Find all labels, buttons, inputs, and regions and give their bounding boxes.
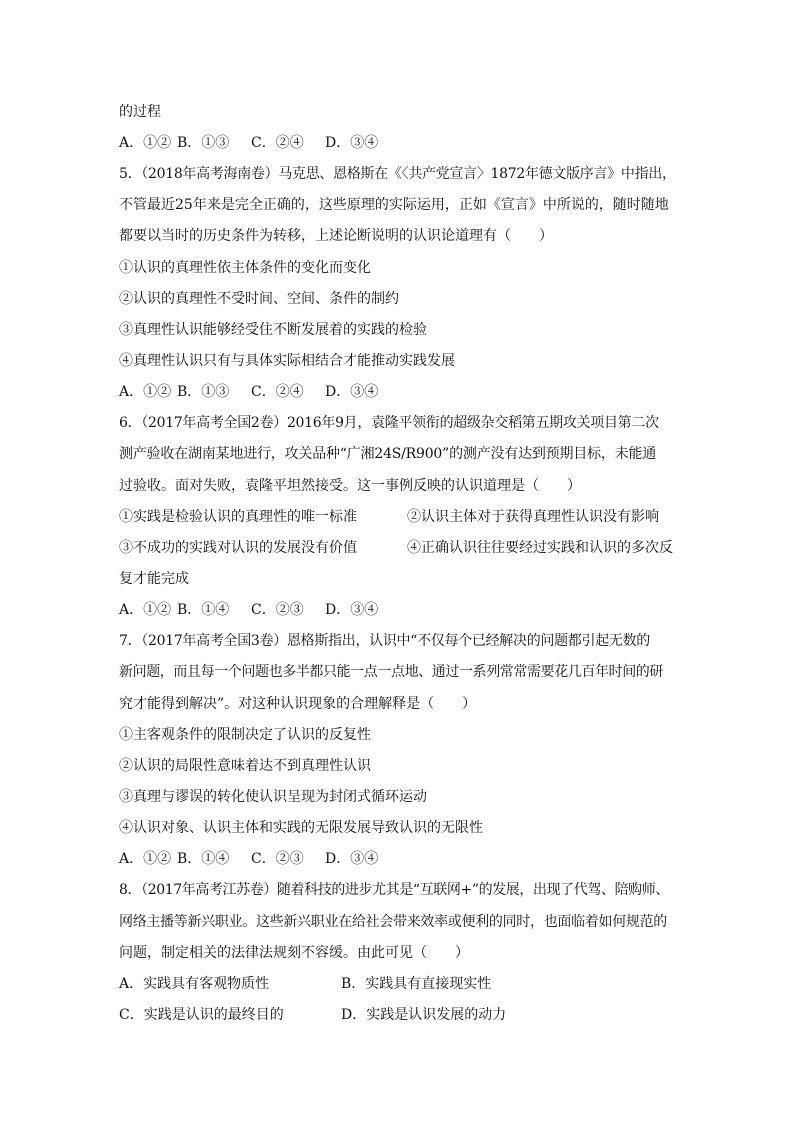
answer-options-q8-row1 (119, 974, 619, 994)
option-d: D．③④ (325, 135, 379, 151)
text-line: 究才能得到解决”。对这种认识现象的合理解释是（ ） (119, 696, 477, 712)
answer-options-q6 (119, 600, 378, 620)
option-d: D．③④ (325, 384, 379, 400)
question-7-stem: 7．（2017年高考全国3卷）恩格斯指出，认识中“不仅每个已经解决的问题都引起无数的 (119, 633, 650, 649)
statement-1: ①主客观条件的限制决定了认识的反复性 (119, 727, 371, 743)
question-8-stem: 8．（2017年高考江苏卷）随着科技的进步尤其是“互联网+”的发展，出现了代驾、陪购师、 (119, 882, 669, 898)
option-c: C．②④ (251, 135, 304, 151)
statement-3: ③真理性认识能够经受住不断发展着的实践的检验 (119, 322, 427, 338)
option-a: A．①② (119, 851, 172, 867)
answer-options-q4 (119, 133, 378, 153)
question-6-stem: 6．（2017年高考全国2卷）2016年9月，袁隆平领衔的超级杂交稻第五期攻关项目第二次 (119, 415, 659, 431)
answer-options-q7 (119, 849, 378, 869)
text-line: 都要以当时的历史条件为转移，上述论断说明的认识论道理有（ ） (119, 228, 553, 244)
statement-3: ③真理与谬误的转化使认识呈现为封闭式循环运动 (119, 789, 427, 805)
question-5-stem: 5．（2018年高考海南卷）马克思、恩格斯在《〈共产党宣言〉1872年德文版序言》中指出， (119, 166, 676, 182)
answer-options-q5 (119, 382, 378, 402)
answer-options-q8-row2 (119, 1005, 619, 1025)
option-b: B．①③ (177, 384, 230, 400)
option-c: C．②④ (251, 384, 304, 400)
option-b: B．①③ (177, 135, 230, 151)
option-c: C．实践是认识的最终目的 (119, 1007, 284, 1023)
option-b: B．实践具有直接现实性 (341, 976, 492, 992)
text-line: 过验收。面对失败，袁隆平坦然接受。这一事例反映的认识道理是（ ） (119, 478, 581, 494)
text-line: 不管最近25年来是完全正确的，这些原理的实际运用，正如《宣言》中所说的，随时随地 (119, 197, 669, 213)
statement-1: ①实践是检验认识的真理性的唯一标准 (119, 509, 357, 525)
option-c: C．②③ (251, 602, 304, 618)
text-line: 复才能完成 (119, 571, 189, 587)
option-d: D．③④ (325, 602, 379, 618)
option-c: C．②③ (251, 851, 304, 867)
statement-4: ④认识对象、认识主体和实践的无限发展导致认识的无限性 (119, 820, 483, 836)
option-b: B．①④ (177, 851, 230, 867)
text-line: 网络主播等新兴职业。这些新兴职业在给社会带来效率或便利的同时，也面临着如何规范的 (119, 914, 667, 930)
text-line: 问题，制定相关的法律法规刻不容缓。由此可见（ ） (119, 945, 469, 961)
statement-4: ④正确认识往往要经过实践和认识的多次反 (407, 540, 673, 556)
statement-row (119, 507, 679, 527)
option-a: A．实践具有客观物质性 (119, 976, 270, 992)
statement-3: ③不成功的实践对认识的发展没有价值 (119, 540, 357, 556)
text-line: 测产验收在湖南某地进行，攻关品种“广湘24S/R900”的测产没有达到预期目标，未能通 (119, 446, 657, 462)
statement-1: ①认识的真理性依主体条件的变化而变化 (119, 260, 371, 276)
option-a: A．①② (119, 602, 172, 618)
statement-4: ④真理性认识只有与具体实际相结合才能推动实践发展 (119, 353, 455, 369)
option-b: B．①④ (177, 602, 230, 618)
statement-row (119, 538, 679, 558)
text-line: 新问题，而且每一个问题也多半都只能一点一点地、通过一系列常常需要花几百年时间的研 (119, 664, 663, 680)
statement-2: ②认识的真理性不受时间、空间、条件的制约 (119, 291, 399, 307)
option-a: A．①② (119, 384, 172, 400)
option-d: D．实践是认识发展的动力 (341, 1007, 507, 1023)
statement-2: ②认识的局限性意味着达不到真理性认识 (119, 758, 371, 774)
text-line: 的过程 (119, 104, 161, 120)
option-d: D．③④ (325, 851, 379, 867)
option-a: A．①② (119, 135, 172, 151)
statement-2: ②认识主体对于获得真理性认识没有影响 (407, 509, 659, 525)
